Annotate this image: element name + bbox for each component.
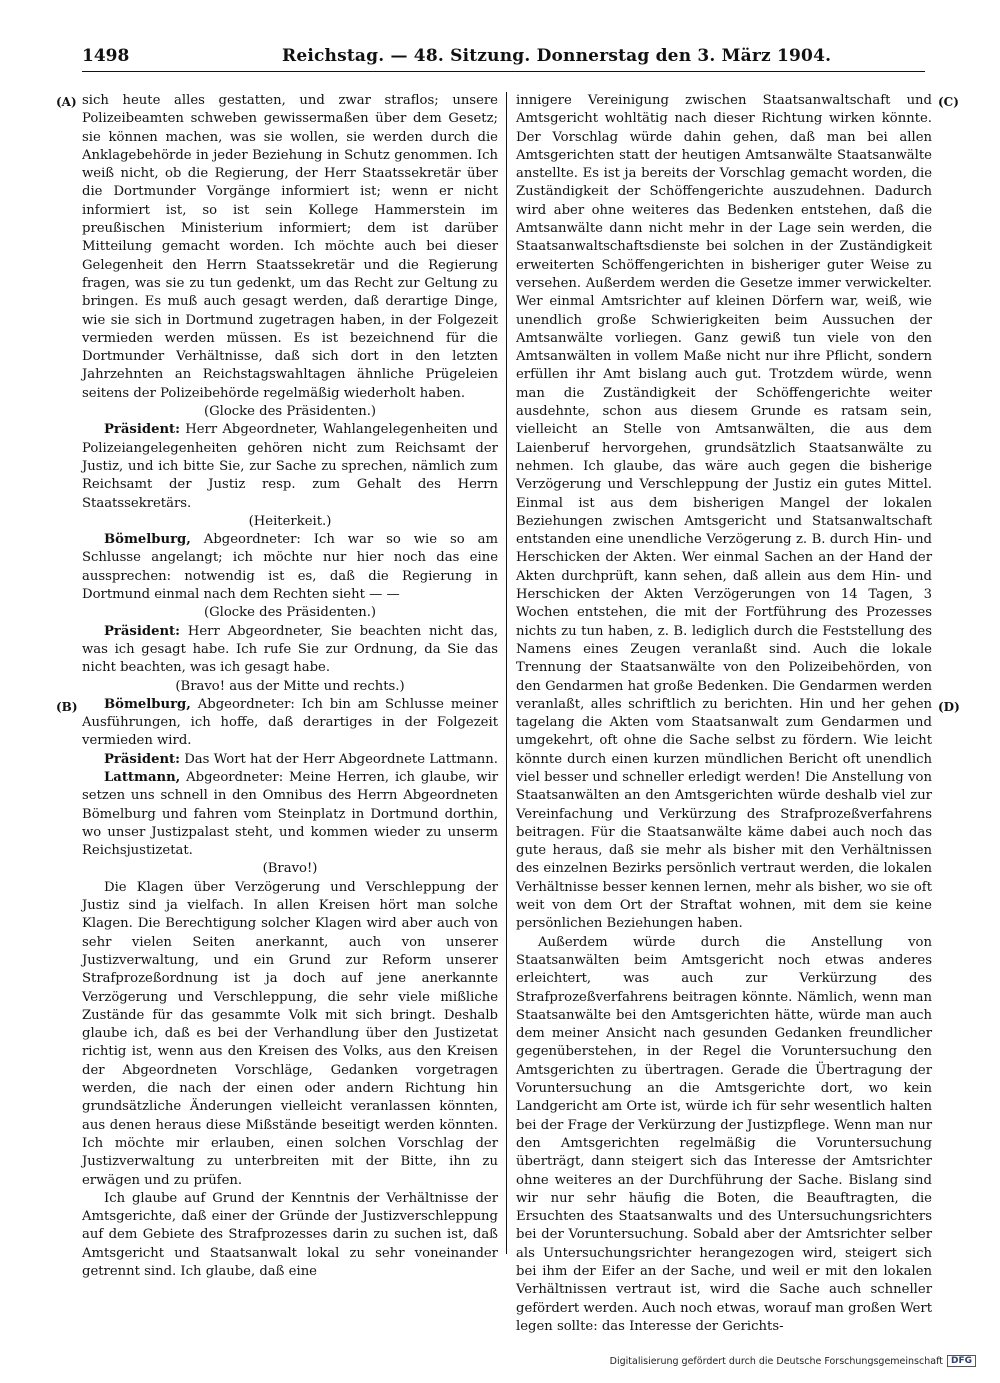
speaker-role: Abgeordneter:	[190, 532, 314, 548]
speaker-name: Bömelburg,	[104, 696, 191, 712]
speaker-role: Abgeordneter:	[190, 696, 302, 712]
speech-text: Meine Herren, ich glaube, wir setzen uns schnell in den Omnibus des Herrn Abgeordneten Bömelburg und fahren vom Steinplatz in Dortmund dorthin, wo unser Justizpalast steht, und kommen wieder zu unserm Reichsjustizetat.	[82, 769, 498, 859]
speech-paragraph	[82, 623, 498, 678]
left-column	[82, 92, 498, 1279]
speaker-name: Präsident:	[104, 422, 181, 438]
speech-paragraph	[82, 696, 498, 751]
speech-text: Ich bin am Schlusse meiner Ausführungen, ich hoffe, daß derartiges in der Folgezeit vermieden wird.	[82, 696, 498, 749]
margin-mark-b: (B)	[56, 700, 78, 714]
stage-direction: (Bravo! aus der Mitte und rechts.)	[175, 678, 405, 694]
speaker-name: Präsident:	[104, 623, 181, 639]
paragraph: Die Klagen über Verzögerung und Verschleppung der Justiz sind ja vielfach. In allen Kreisen hört man solche Klagen. Die Berechtigung solcher Klagen wird aber auch von sehr vielen Seiten anerkannt, auch von unserer Justizverwaltung, und ein Grund zur Reform unserer Strafprozeßordnung ist ja doch auf jene anerkannte Verzögerung und Verschleppung, die sehr viele mißliche Zustände für das gesammte Volk mit sich bringt. Deshalb glaube ich, daß es bei der Verhandlung über den Justizetat richtig ist, wenn aus den Kreisen des Volks, aus den Kreisen der Abgeordneten Vorschläge, Gedanken vorgetragen werden, die nach der einen oder andern Richtung hin grundsätzliche Änderungen vielleicht veranlassen könnten, aus denen heraus diese Mißstände beseitigt werden könnten. Ich möchte mir erlauben, einen solchen Vorschlag der Justizverwaltung zu unterbreiten mit der Bitte, ihn zu erwägen und zu prüfen.	[82, 879, 498, 1188]
footer-credit	[610, 1355, 976, 1367]
speaker-role: Abgeordneter:	[180, 769, 290, 785]
speech-paragraph	[82, 769, 498, 860]
paragraph: Ich glaube auf Grund der Kenntnis der Verhältnisse der Amtsgerichte, daß einer der Gründe der Justizverschleppung auf dem Gebiete des Strafprozesses darin zu suchen ist, daß Amtsgericht und Staatsanwalt lokal zu sehr voneinander getrennt sind. Ich glaube, daß eine	[82, 1190, 498, 1279]
speech-text: Das Wort hat der Herr Abgeordnete Lattmann.	[184, 751, 498, 767]
speech-text: Herr Abgeordneter, Wahlangelegenheiten und Polizeiangelegenheiten gehören nicht zum Reichsamt der Justiz, und ich bitte Sie, zur Sache zu sprechen, nämlich zum Reichsamt der Justiz resp. zum Gehalt des Herrn Staatssekretärs.	[82, 422, 498, 511]
speaker-name: Lattmann,	[104, 769, 181, 785]
paragraph: innigere Vereinigung zwischen Staatsanwaltschaft und Amtsgericht wohltätig nach dieser Richtung wirken könnte. Der Vorschlag würde dahin gehen, daß man bei allen Amtsgerichten statt der heutigen Amtsanwälte Staatsanwälte anstellte. Es ist ja bereits der Vorschlag gemacht worden, die Zuständigkeit der Schöffengerichte auszudehnen. Dadurch wird aber ohne weiteres das Bedenken entstehen, daß die Amtsanwälte dann nicht mehr in der Lage sein werden, die Staatsanwaltschaftsdienste bei solchen in der Zuständigkeit erweiterten Schöffengerichten in bisheriger guter Weise zu versehen. Außerdem werden die Gesetze immer verwickelter. Wer einmal Amtsrichter auf kleinen Dörfern war, weiß, wie unendlich große Schwierigkeiten beim Aussuchen der Amtsanwälte vorliegen. Ganz gewiß tun viele von den Amtsanwälten in vollem Maße nicht nur ihre Pflicht, sondern erfüllen ihr Amt bislang auch gut. Trotzdem würde, wenn man die Zuständigkeit der Schöffengerichte weiter ausdehnte, schon aus diesem Grunde es ratsam sein, vielleicht an Stelle von Amtsanwälten, die aus dem Laienberuf hervorgehen, grundsätzlich Staatsanwälte zu nehmen. Ich glaube, das wäre auch gegen die bisherige Verzögerung und Verschleppung der Justiz ein gutes Mittel. Einmal ist aus dem bisherigen Mangel der lokalen Beziehungen zwischen Amtsgericht und Statsanwaltschaft entstanden eine unendliche Verzögerung z. B. durch Hin- und Herschicken der Akten. Wer einmal Sachen an der Hand der Akten durchprüft, kann sehen, daß allein aus dem Hin- und Herschicken der Akten Verzögerungen von 14 Tagen, 3 Wochen entstehen, die mit der Fortführung des Prozesses nichts zu tun haben, z. B. lediglich durch die Feststellung des Namens eines Zeugen veranlaßt sind. Auch die lokale Trennung der Staatsanwälte von den Polizeibehörden, von den Gendarmen hat große Bedenken. Die Gendarmen werden veranlaßt, alles schriftlich zu berichten. Hin und her gehen tagelang die Akten vom Staatsanwalt zum Gendarmen und umgekehrt, oft ohne die Sache selbst zu fördern. Wie leicht könnte durch einen kurzen mündlichen Bericht oft unendlich viel besser und schneller erledigt werden! Die Anstellung von Staatsanwälten an den Amtsgerichten würde deshalb viel zur Vereinfachung und Verkürzung des Strafprozeßverfahrens beitragen. Für die Staatsanwälte käme dabei auch noch das gute heraus, daß sie mehr als bisher mit den Verhältnissen des einzelnen Bezirks persönlich vertraut werden, die lokalen Verhältnisse besser kennen lernen, mehr als bisher, wo sie oft weit von dem Ort der Straftat wohnen, mit dem sie keine persönlichen Beziehungen haben.	[516, 93, 932, 932]
margin-mark-a: (A)	[56, 95, 77, 109]
footer-text: Digitalisierung gefördert durch die Deutsche Forschungsgemeinschaft	[609, 1355, 943, 1367]
paragraph: sich heute alles gestatten, und zwar straflos; unsere Polizeibeamten schweben gewissermaßen über dem Gesetz; sie können machen, was sie wollen, sie werden durch die Anklagebehörde in jeder Beziehung in Schutz genommen. Ich weiß nicht, ob die Regierung, der Herr Staatssekretär über die Dortmunder Vorgänge informiert ist; wenn er nicht informiert ist, so ist sein Kollege Hammerstein im preußischen Ministerium informiert; dem ist darüber Mitteilung gemacht worden. Ich möchte auch bei dieser Gelegenheit den Herrn Staatssekretär und die Regierung fragen, was sie zu tun gedenkt, um das Recht zur Geltung zu bringen. Es muß auch gesagt werden, daß derartige Dinge, wie sie sich in Dortmund zugetragen haben, in der Folgezeit vermieden werden müssen. Es ist bezeichnend für die Dortmunder Verhältnisse, daß sich dort in den letzten Jahrzehnten an Reichstagswahltagen ähnliche Prügeleien seitens der Polizeibehörde regelmäßig wiederholt haben.	[82, 93, 498, 401]
margin-mark-c: (C)	[938, 95, 959, 109]
stage-direction: (Glocke des Präsidenten.)	[203, 605, 377, 621]
speech-paragraph	[82, 421, 498, 512]
stage-direction: (Heiterkeit.)	[248, 513, 332, 529]
stage-direction: (Bravo!)	[262, 861, 318, 877]
column-divider	[506, 92, 507, 1254]
speaker-name: Bömelburg,	[104, 532, 191, 548]
speech-text: Ich war so wie so am Schlusse angelangt; ich möchte nur hier noch das eine aussprechen: notwendig ist es, daß die Regierung in Dortmund einmal nach dem Rechten sieht — —	[82, 532, 498, 603]
speaker-name: Präsident:	[104, 751, 181, 767]
speech-paragraph	[82, 751, 498, 769]
margin-mark-d: (D)	[938, 700, 960, 714]
page-number: 1498	[82, 46, 130, 66]
paragraph: Außerdem würde durch die Anstellung von Staatsanwälten beim Amtsgericht noch etwas anderes erleichtert, was auch zur Verkürzung des Strafprozeßverfahrens beitragen könnte. Nämlich, wenn man Staatsanwälte bei den Amtsgerichten hätte, würde man auch dem meiner Ansicht nach gesunden Gedanken freundlicher gegenüberstehen, in der Regel die Voruntersuchung den Amtsgerichten zu übertragen. Gerade die Übertragung der Voruntersuchung an die Amtsgerichte dort, wo kein Landgericht am Orte ist, würde ich für sehr wesentlich halten bei der Frage der Verkürzung der Justizpflege. Wenn man nur den Amtsgerichten regelmäßig die Voruntersuchung überträgt, dann steigert sich das Interesse der Amtsrichter ohne weiteres an der Durchführung der Sache. Bislang sind wir nur sehr häufig die Boten, die Beauftragten, die Ersuchten des Staatsanwalts und des Untersuchungsrichters bei der Voruntersuchung. Sobald aber der Amtsrichter selber als Untersuchungsrichter herangezogen wird, steigert sich bei ihm der Eifer an der Sache, und weil er mit den lokalen Verhältnissen vertraut ist, wird die Sache auch schneller gefördert werden. Auch noch etwas, worauf man großen Wert legen sollte: das Interesse der Gerichts-	[516, 934, 932, 1334]
stage-direction: (Glocke des Präsidenten.)	[203, 404, 377, 420]
running-title: Reichstag. — 48. Sitzung. Donnerstag den 3. März 1904.	[282, 46, 832, 66]
header-rule	[82, 71, 925, 72]
speech-text: Herr Abgeordneter, Sie beachten nicht das, was ich gesagt habe. Ich rufe Sie zur Ordnung, da Sie das nicht beachten, was ich gesagt habe.	[82, 623, 498, 676]
right-column	[516, 92, 932, 1334]
speech-paragraph	[82, 531, 498, 604]
dfg-logo-icon: DFG	[947, 1355, 976, 1367]
page-header	[82, 44, 924, 70]
